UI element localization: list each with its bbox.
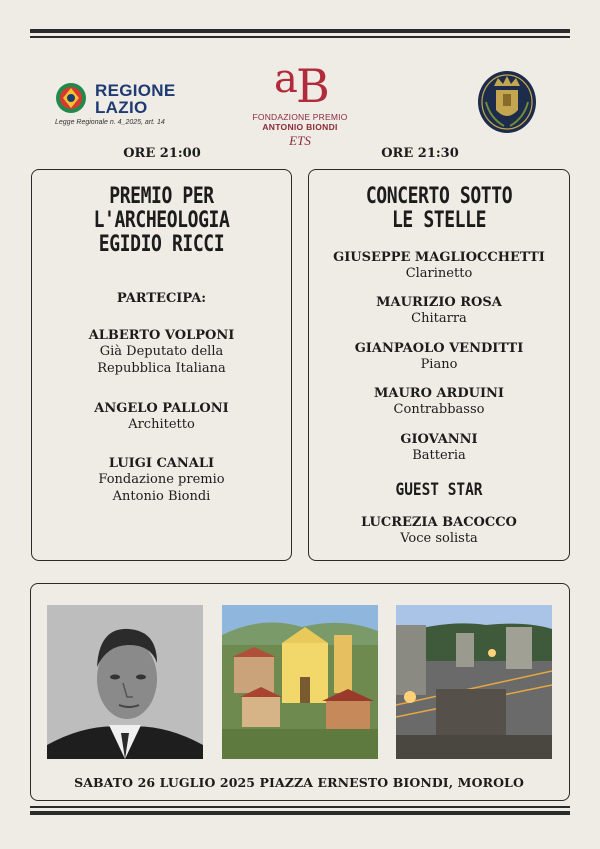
musician-instrument: Contrabbasso — [393, 402, 485, 417]
guest-name: LUCREZIA BACOCCO — [361, 515, 517, 530]
musician-name: MAURO ARDUINI — [373, 386, 504, 401]
participant — [32, 401, 291, 433]
musician-name: MAURIZIO ROSA — [376, 295, 502, 310]
musician-instrument: Batteria — [412, 448, 466, 463]
participant-role: Già Deputato della — [99, 344, 224, 359]
musician-instrument: Clarinetto — [405, 266, 473, 281]
fondazione-logo — [240, 50, 360, 149]
musician-instrument: Chitarra — [411, 311, 467, 326]
portrait-photo — [47, 605, 203, 759]
guest-star — [309, 515, 569, 547]
participant-name: LUIGI CANALI — [108, 456, 215, 471]
bottom-rule-thick — [30, 811, 570, 815]
foundation-line2: ANTONIO BIONDI — [262, 122, 338, 132]
svg-text:B: B — [296, 59, 330, 110]
participant-name: ANGELO PALLONI — [94, 401, 229, 416]
participant-role: Antonio Biondi — [112, 489, 211, 504]
foundation-suffix: ETS — [289, 133, 311, 148]
left-time: ORE 21:00 — [123, 146, 201, 161]
ab-monogram-icon — [270, 50, 330, 110]
region-name-line1: REGIONE — [95, 81, 176, 100]
region-law: Legge Regionale n. 4_2025, art. 14 — [55, 119, 165, 126]
participant-role: Architetto — [128, 417, 195, 432]
title-line: PREMIO PER — [109, 184, 214, 209]
participant-name: ALBERTO VOLPONI — [88, 328, 235, 343]
participates-label: PARTECIPA: — [116, 291, 207, 306]
participant-role: Fondazione premio — [98, 472, 225, 487]
musician-name: GIOVANNI — [400, 432, 478, 447]
title-line: LE STELLE — [391, 208, 487, 233]
top-rule-thick — [30, 29, 570, 33]
regione-lazio-logo — [55, 82, 195, 130]
right-time: ORE 21:30 — [381, 146, 459, 161]
municipal-seal-icon — [476, 66, 538, 134]
event-date-location: SABATO 26 LUGLIO 2025 PIAZZA ERNESTO BIONDI, MOROLO — [74, 775, 524, 790]
musician-name: GIUSEPPE MAGLIOCCHETTI — [333, 250, 545, 265]
musician-name: GIANPAOLO VENDITTI — [354, 341, 524, 356]
archaeology-award-title — [55, 185, 267, 257]
musician-instrument: Piano — [420, 357, 458, 372]
title-line: CONCERTO SOTTO — [365, 184, 513, 209]
top-rule-thin — [30, 36, 570, 38]
evening-village-photo — [396, 605, 552, 759]
title-line: EGIDIO RICCI — [98, 232, 225, 257]
title-line: L'ARCHEOLOGIA — [93, 208, 230, 233]
guest-role: Voce solista — [400, 531, 478, 546]
guest-star-label: GUEST STAR — [395, 480, 483, 500]
concert-title — [332, 185, 545, 233]
concert-panel — [308, 169, 570, 561]
region-name-line2: LAZIO — [95, 98, 148, 117]
musician — [309, 432, 569, 464]
regione-lazio-emblem-icon — [55, 82, 87, 114]
participant — [32, 456, 291, 505]
participant — [32, 328, 291, 377]
svg-text:a: a — [274, 56, 298, 102]
bottom-rule-thin — [30, 806, 570, 808]
musician — [309, 341, 569, 373]
foundation-line1: FONDAZIONE PREMIO — [252, 112, 348, 122]
archaeology-award-panel — [31, 169, 292, 561]
musician — [309, 295, 569, 327]
church-village-photo — [222, 605, 378, 759]
participant-role: Repubblica Italiana — [97, 361, 226, 376]
musician — [309, 386, 569, 418]
musician — [309, 250, 569, 282]
